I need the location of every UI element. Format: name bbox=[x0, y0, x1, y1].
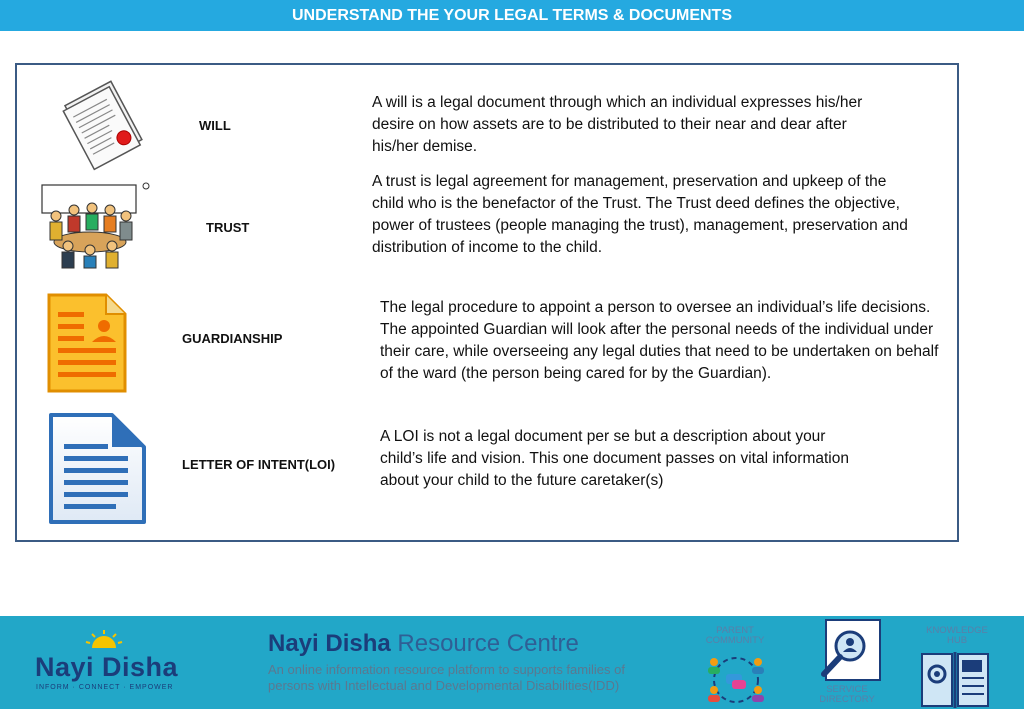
trust-meeting-icon bbox=[38, 180, 158, 275]
knowledge-hub-icon[interactable] bbox=[918, 644, 992, 713]
nav-label-parent-community[interactable]: PARENT COMMUNITY bbox=[705, 625, 765, 646]
brand-tagline: An online information resource platform to supports families of persons with Intellectual and Developmental Disabilities(IDD) bbox=[268, 662, 625, 693]
will-document-icon bbox=[58, 76, 148, 176]
logo-text[interactable]: Nayi Disha bbox=[35, 652, 179, 682]
page-header bbox=[0, 0, 1024, 31]
term-label-guardianship: GUARDIANSHIP bbox=[182, 331, 283, 346]
logo-tagline: INFORM · CONNECT · EMPOWER bbox=[36, 684, 174, 691]
brand-title bbox=[268, 630, 579, 658]
term-desc-guardianship: The legal procedure to appoint a person to oversee an individual’s life decisions. The appointed Guardian will look after the personal needs of the individual under their care, while overseeing any legal duties that need to be undertaken on behalf of the ward (the person being cared for by the Guardian). bbox=[380, 299, 939, 382]
term-desc-will: A will is a legal document through which an individual expresses his/her desire on how assets are to be distributed to their near and dear after his/her demise. bbox=[372, 94, 863, 155]
page-title: UNDERSTAND THE YOUR LEGAL TERMS & DOCUMENTS bbox=[291, 7, 732, 24]
guardianship-document-icon bbox=[46, 292, 128, 399]
parent-community-icon[interactable] bbox=[702, 650, 770, 711]
brand-bold: Nayi Disha bbox=[268, 630, 391, 657]
nav-label-service-directory[interactable]: SERVICE DIRECTORY bbox=[819, 684, 875, 705]
brand-rest: Resource Centre bbox=[397, 630, 579, 657]
term-desc-trust: A trust is legal agreement for management, preservation and upkeep of the child who is the benefactor of the Trust. The Trust deed defines the objective, power of trustees (people managing the trust), management, preservation and distribution of income to the child. bbox=[372, 173, 908, 256]
service-directory-icon[interactable] bbox=[814, 618, 886, 689]
sun-logo-icon bbox=[84, 628, 124, 655]
term-label-loi: LETTER OF INTENT(LOI) bbox=[182, 457, 336, 472]
term-label-trust: TRUST bbox=[206, 220, 250, 235]
term-label-will: WILL bbox=[199, 118, 231, 133]
nav-label-knowledge-hub[interactable]: KNOWLEDGE HUB bbox=[926, 625, 988, 646]
letter-document-icon bbox=[48, 412, 148, 531]
term-desc-loi: A LOI is not a legal document per se but a description about your child’s life and vision. This one document passes on vital information about your child to the future caretaker(s) bbox=[380, 428, 849, 489]
